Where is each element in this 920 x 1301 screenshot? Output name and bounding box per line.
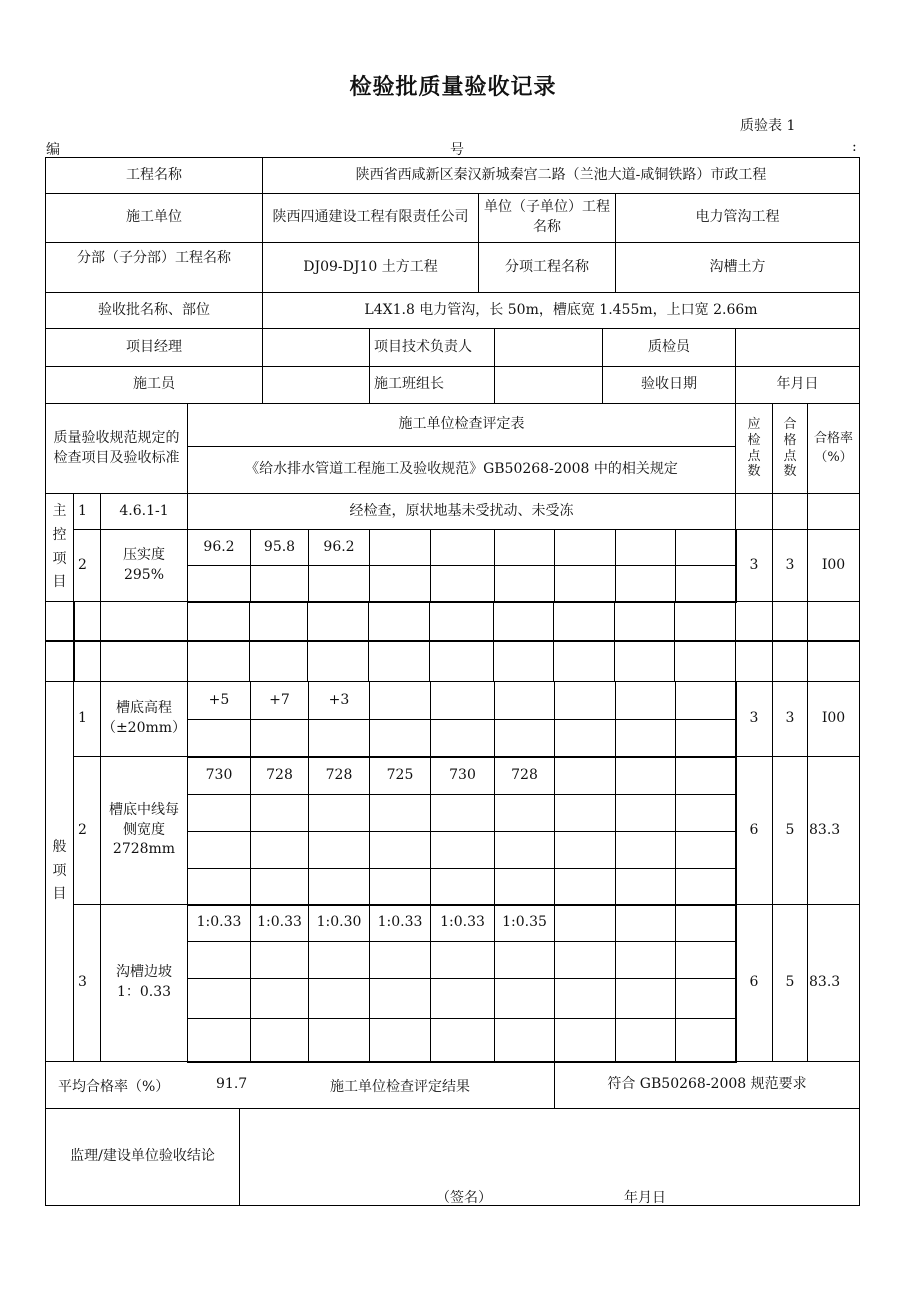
gen-row3-blank-cell (430, 978, 495, 1019)
gen-row2-no: 2 (73, 756, 101, 905)
gen-row3-blank-cell (554, 978, 616, 1019)
gen-row2-value: 730 (187, 756, 251, 795)
main-row2-blank-cell (369, 529, 431, 566)
gen-row2-blank-cell (615, 831, 676, 869)
gen-row1-blank-cell (430, 719, 495, 758)
main-row1-qualified (772, 493, 808, 530)
gen-row3-rate: 83.3 (807, 904, 860, 1062)
gen-row3-blank-cell (250, 1018, 309, 1063)
main-row2-blank-cell (615, 565, 676, 603)
gen-row2-blank-cell (494, 868, 555, 906)
blank-row-cell (307, 640, 369, 682)
gen-row2-value: 728 (250, 756, 309, 795)
gen-row2-qualified: 5 (772, 756, 808, 905)
main-row1-name: 4.6.1-1 (100, 493, 188, 530)
blank-row-cell (735, 601, 773, 642)
blank-row-cell (493, 640, 554, 682)
gen-row1-blank-cell (615, 719, 676, 758)
gen-row3-blank-cell (187, 941, 251, 979)
project-name-label: 工程名称 (45, 157, 263, 194)
gen-row2-blank-cell (554, 831, 616, 869)
blank-row-cell (73, 601, 101, 642)
date-label: 验收日期 (602, 366, 736, 404)
gen-row3-blank-cell (554, 1018, 616, 1063)
gen-row2-blank-cell (430, 831, 495, 869)
gen-row2-blank-cell (430, 868, 495, 906)
gen-row3-blank-cell (430, 1018, 495, 1063)
gen-row2-value: 730 (430, 756, 495, 795)
gen-row3-blank-cell (187, 1018, 251, 1063)
gen-row2-blank-cell (369, 868, 431, 906)
blank-row-cell (807, 640, 860, 682)
rate-header: 合格率（%） (807, 403, 860, 494)
gen-row1-name: 槽底高程（±20mm） (100, 681, 188, 757)
blank-row-cell (553, 640, 615, 682)
gen-row2-blank-cell (494, 794, 555, 832)
gen-row1-no: 1 (73, 681, 101, 757)
blank-row-cell (674, 640, 736, 682)
serial-colon: : (852, 139, 857, 155)
gen-row2-blank-cell (675, 868, 737, 906)
main-row1-text: 经检查，原状地基未受扰动、未受冻 (187, 493, 736, 530)
result-value: 符合 GB50268-2008 规范要求 (554, 1061, 860, 1109)
gen-row3-blank-cell (369, 941, 431, 979)
gen-row1-blank-cell (250, 719, 309, 758)
main-row2-blank-cell (430, 565, 495, 603)
page-title: 检验批质量验收记录 (349, 75, 557, 100)
gen-row3-blank-cell (554, 941, 616, 979)
blank-row-cell (772, 601, 808, 642)
gen-row1-value: +3 (308, 681, 370, 720)
main-row2-blank-cell (554, 529, 616, 566)
gen-row1-blank-cell (187, 719, 251, 758)
gen-row2-blank-cell (615, 756, 676, 795)
worker-label: 施工员 (45, 366, 263, 404)
gen-row2-blank-cell (675, 831, 737, 869)
gen-row3-blank-cell (308, 941, 370, 979)
standard-text: 《给水排水管道工程施工及验收规范》GB50268-2008 中的相关规定 (187, 446, 736, 494)
main-row1-no: 1 (73, 493, 101, 530)
gen-row3-no: 3 (73, 904, 101, 1062)
gen-row3-name: 沟槽边坡 1：0.33 (100, 904, 188, 1062)
points-header: 应检点数 (735, 403, 773, 494)
blank-row-cell (307, 601, 369, 642)
main-row2-blank-cell (494, 529, 555, 566)
gen-row3-qualified: 5 (772, 904, 808, 1062)
blank-row-cell (249, 640, 308, 682)
inspector-label: 质检员 (602, 328, 736, 367)
general-items-label: 般项目 (45, 681, 74, 1062)
gen-row3-value: 1:0.33 (250, 904, 309, 942)
gen-row2-blank-cell (615, 868, 676, 906)
blank-row-cell (674, 601, 736, 642)
gen-row1-blank-cell (675, 719, 737, 758)
gen-row3-value: 1:0.33 (430, 904, 495, 942)
blank-row-cell (73, 640, 101, 682)
eval-title: 施工单位检查评定表 (187, 403, 736, 447)
gen-row3-blank-cell (615, 941, 676, 979)
gen-row2-blank-cell (187, 831, 251, 869)
gen-row3-blank-cell (369, 1018, 431, 1063)
blank-row-cell (429, 601, 494, 642)
date-value: 年月日 (735, 366, 860, 404)
gen-row2-blank-cell (554, 868, 616, 906)
gen-row3-blank-cell (308, 1018, 370, 1063)
gen-row2-name: 槽底中线每侧宽度 2728mm (100, 756, 188, 905)
main-row2-qualified: 3 (772, 529, 808, 602)
gen-row1-value: +5 (187, 681, 251, 720)
gen-row1-blank-cell (554, 681, 616, 720)
gen-row2-blank-cell (250, 831, 309, 869)
result-label: 施工单位检查评定结果 (330, 1079, 470, 1095)
gen-row1-blank-cell (615, 681, 676, 720)
blank-row-cell (429, 640, 494, 682)
sign-date: 年月日 (624, 1190, 666, 1206)
gen-row3-blank-cell (675, 941, 737, 979)
gen-row1-blank-cell (494, 719, 555, 758)
gen-row2-blank-cell (615, 794, 676, 832)
form-number: 质验表 1 (740, 118, 796, 134)
main-row2-blank-cell (250, 565, 309, 603)
inspector-value (735, 328, 860, 367)
gen-row2-blank-cell (187, 794, 251, 832)
avg-label: 平均合格率（%） (58, 1079, 170, 1095)
gen-row3-value: 1:0.30 (308, 904, 370, 942)
gen-row3-blank-cell (675, 978, 737, 1019)
contractor-label: 施工单位 (45, 193, 263, 243)
blank-row-cell (45, 601, 75, 642)
tech-label: 项目技术负责人 (369, 328, 495, 367)
blank-row-cell (187, 601, 250, 642)
sign-label: （签名） (436, 1190, 492, 1206)
blank-row-cell (735, 640, 773, 682)
main-row2-blank-cell (554, 565, 616, 603)
main-row2-name: 压实度 295% (100, 529, 188, 602)
blank-row-cell (614, 601, 675, 642)
main-row2-blank-cell (675, 565, 737, 603)
main-row2-value: 96.2 (308, 529, 370, 566)
blank-row-cell (45, 640, 75, 682)
gen-row3-blank-cell (494, 1018, 555, 1063)
gen-row2-value: 728 (494, 756, 555, 795)
gen-row3-blank-cell (615, 1018, 676, 1063)
serial-label-2: 号 (450, 142, 464, 158)
blank-row-cell (100, 640, 188, 682)
gen-row1-blank-cell (308, 719, 370, 758)
qualified-header: 合格点数 (772, 403, 808, 494)
project-name-value: 陕西省西咸新区秦汉新城秦宫二路（兰池大道-咸铜铁路）市政工程 (262, 157, 860, 194)
main-row2-no: 2 (73, 529, 101, 602)
main-row2-value: 96.2 (187, 529, 251, 566)
gen-row1-blank-cell (430, 681, 495, 720)
unit-project-value: 电力管沟工程 (615, 193, 860, 243)
gen-row2-blank-cell (430, 794, 495, 832)
gen-row2-blank-cell (250, 794, 309, 832)
main-row2-points: 3 (735, 529, 773, 602)
main-row2-blank-cell (615, 529, 676, 566)
main-row2-blank-cell (308, 565, 370, 603)
worker-value (262, 366, 370, 404)
gen-row3-value: 1:0.35 (494, 904, 555, 942)
gen-row3-blank-cell (675, 904, 737, 942)
unit-project-label: 单位（子单位）工程名称 (478, 193, 616, 243)
gen-row2-blank-cell (369, 831, 431, 869)
gen-row2-blank-cell (308, 831, 370, 869)
gen-row2-value: 728 (308, 756, 370, 795)
blank-row-cell (368, 601, 430, 642)
gen-row1-points: 3 (735, 681, 773, 757)
supervision-label: 监理/建设单位验收结论 (45, 1108, 240, 1206)
gen-row1-value: +7 (250, 681, 309, 720)
gen-row1-blank-cell (369, 681, 431, 720)
gen-row2-blank-cell (250, 868, 309, 906)
serial-label: 编 (46, 142, 60, 158)
sub-division-value: DJ09-DJ10 土方工程 (262, 242, 479, 293)
gen-row1-blank-cell (675, 681, 737, 720)
team-value (494, 366, 603, 404)
gen-row3-blank-cell (615, 904, 676, 942)
spec-label: 质量验收规范规定的检查项目及验收标准 (45, 403, 188, 494)
gen-row2-blank-cell (675, 794, 737, 832)
gen-row1-rate: I00 (807, 681, 860, 757)
main-items-label: 主控项目 (45, 493, 74, 602)
main-row1-rate (807, 493, 860, 530)
gen-row2-blank-cell (554, 794, 616, 832)
blank-row-cell (807, 601, 860, 642)
gen-row2-blank-cell (308, 868, 370, 906)
sub-division-label: 分部（子分部）工程名称 (45, 242, 263, 293)
gen-row3-blank-cell (250, 941, 309, 979)
gen-row3-blank-cell (554, 904, 616, 942)
avg-value: 91.7 (216, 1076, 248, 1092)
blank-row-cell (249, 601, 308, 642)
blank-row-cell (553, 601, 615, 642)
blank-row-cell (493, 601, 554, 642)
gen-row2-blank-cell (187, 868, 251, 906)
gen-row2-blank-cell (369, 794, 431, 832)
gen-row3-value: 1:0.33 (369, 904, 431, 942)
gen-row3-blank-cell (187, 978, 251, 1019)
team-label: 施工班组长 (369, 366, 495, 404)
gen-row1-blank-cell (554, 719, 616, 758)
gen-row2-points: 6 (735, 756, 773, 905)
main-row2-rate: I00 (807, 529, 860, 602)
batch-value: L4X1.8 电力管沟，长 50m，槽底宽 1.455m，上口宽 2.66m (262, 292, 860, 329)
gen-row1-qualified: 3 (772, 681, 808, 757)
contractor-value: 陕西四通建设工程有限责任公司 (262, 193, 479, 243)
item-project-label: 分项工程名称 (478, 242, 616, 293)
main-row1-points (735, 493, 773, 530)
main-row2-blank-cell (675, 529, 737, 566)
blank-row-cell (772, 640, 808, 682)
supervision-area (239, 1108, 860, 1206)
tech-value (494, 328, 603, 367)
gen-row3-blank-cell (675, 1018, 737, 1063)
main-row2-blank-cell (187, 565, 251, 603)
gen-row3-blank-cell (494, 978, 555, 1019)
gen-row3-blank-cell (494, 941, 555, 979)
gen-row3-blank-cell (369, 978, 431, 1019)
gen-row3-blank-cell (250, 978, 309, 1019)
gen-row2-blank-cell (494, 831, 555, 869)
gen-row2-rate: 83.3 (807, 756, 860, 905)
main-row2-blank-cell (369, 565, 431, 603)
main-row2-blank-cell (430, 529, 495, 566)
blank-row-cell (368, 640, 430, 682)
blank-row-cell (187, 640, 250, 682)
pm-label: 项目经理 (45, 328, 263, 367)
item-project-value: 沟槽土方 (615, 242, 860, 293)
gen-row2-blank-cell (675, 756, 737, 795)
main-row2-blank-cell (494, 565, 555, 603)
blank-row-cell (100, 601, 188, 642)
pm-value (262, 328, 370, 367)
gen-row1-blank-cell (494, 681, 555, 720)
main-row2-value: 95.8 (250, 529, 309, 566)
gen-row3-blank-cell (308, 978, 370, 1019)
gen-row2-blank-cell (308, 794, 370, 832)
batch-label: 验收批名称、部位 (45, 292, 263, 329)
gen-row2-value: 725 (369, 756, 431, 795)
gen-row3-blank-cell (430, 941, 495, 979)
gen-row3-blank-cell (615, 978, 676, 1019)
gen-row1-blank-cell (369, 719, 431, 758)
blank-row-cell (614, 640, 675, 682)
gen-row3-points: 6 (735, 904, 773, 1062)
gen-row2-blank-cell (554, 756, 616, 795)
gen-row3-value: 1:0.33 (187, 904, 251, 942)
